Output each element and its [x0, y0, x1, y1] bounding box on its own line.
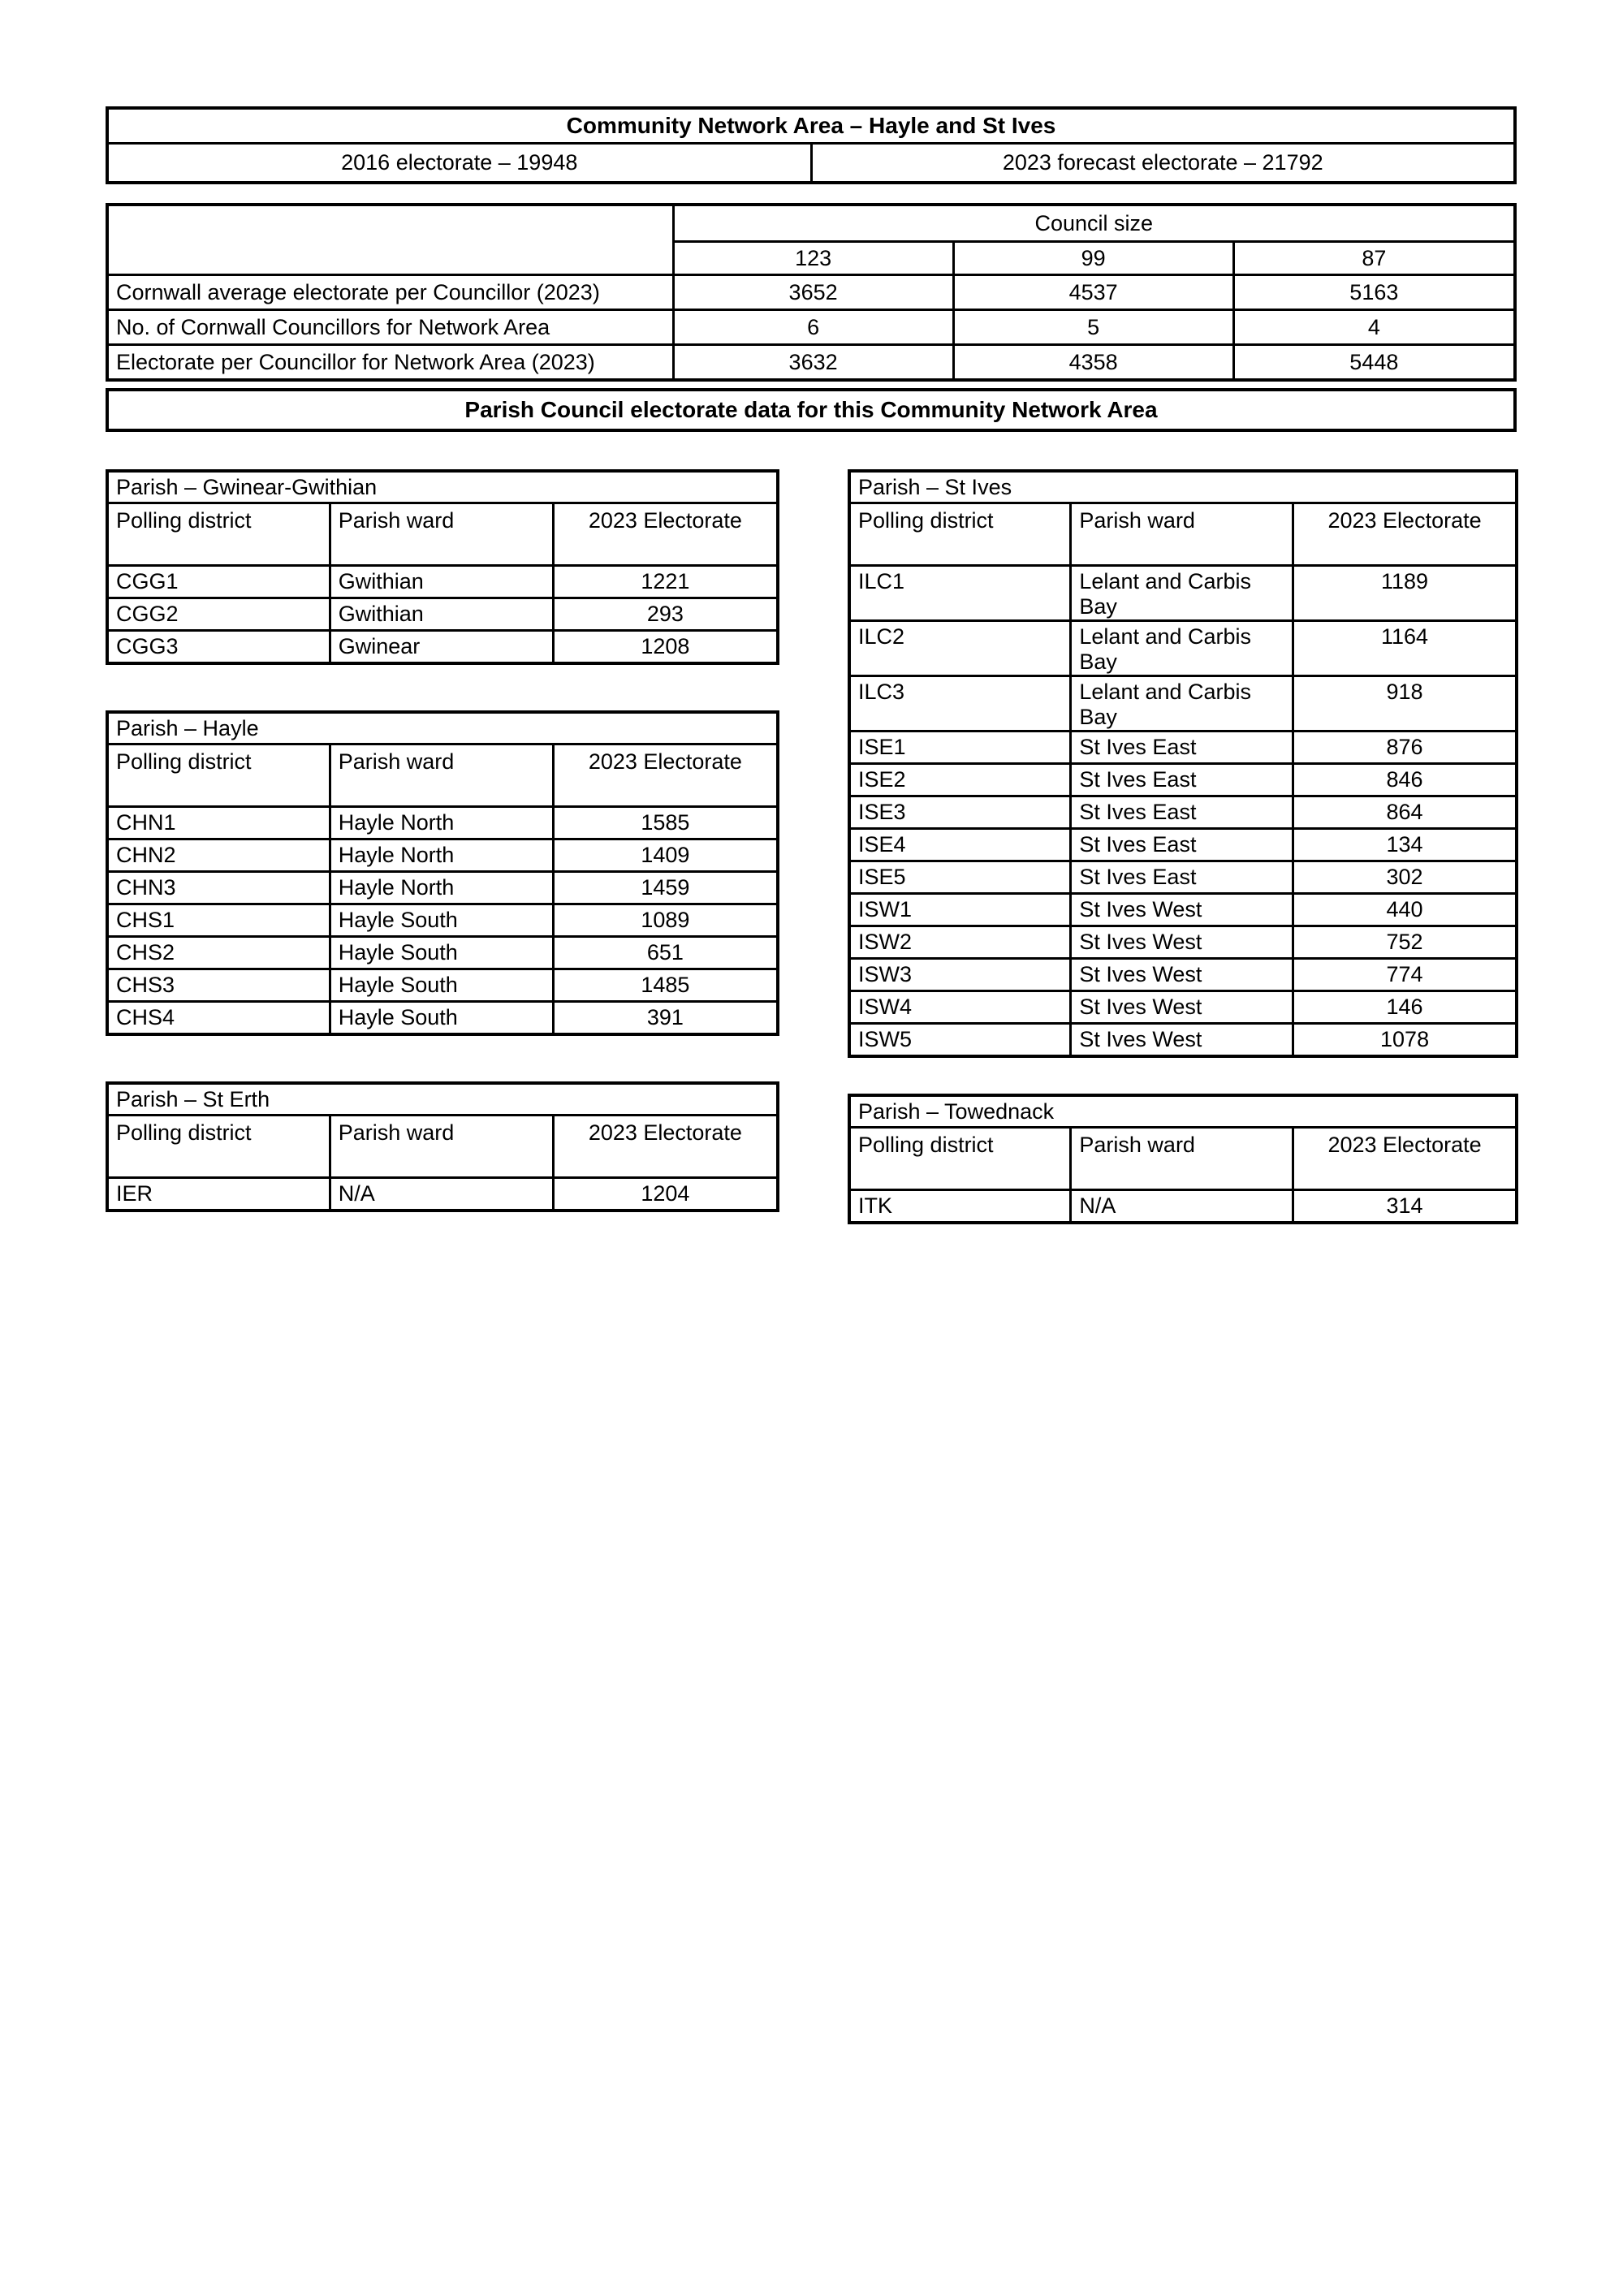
council-size-header-cell: Council size [673, 205, 1515, 242]
polling-district-cell: ITK [849, 1190, 1071, 1224]
table-row [107, 108, 1515, 144]
table-row [107, 712, 778, 744]
electorate-cell: 1078 [1293, 1024, 1517, 1057]
parish-table-towednack [848, 1094, 1518, 1224]
council-size-option-cell: 87 [1233, 242, 1515, 275]
council-size-table [106, 203, 1517, 382]
electorate-2016-cell: 2016 electorate – 19948 [107, 144, 811, 183]
polling-district-cell: ILC2 [849, 621, 1071, 676]
electorate-cell: 846 [1293, 764, 1517, 796]
table-row [849, 676, 1517, 732]
electorate-cell: 293 [553, 598, 778, 631]
electorate-cell: 302 [1293, 861, 1517, 894]
table-row [849, 471, 1517, 503]
parish-table-gwinear-gwithian [106, 469, 779, 665]
electorate-cell: 918 [1293, 676, 1517, 732]
table-header-row [849, 1128, 1517, 1190]
table-row [107, 839, 778, 872]
parish-ward-cell: St Ives East [1071, 732, 1293, 764]
parish-table-title: Parish – Gwinear-Gwithian [107, 471, 778, 503]
parish-ward-cell: Gwithian [330, 598, 553, 631]
polling-district-cell: ISW2 [849, 926, 1071, 959]
polling-district-cell: CGG2 [107, 598, 330, 631]
forecast-electorate-2023-cell: 2023 forecast electorate – 21792 [811, 144, 1515, 183]
value-cell: 6 [673, 310, 953, 345]
polling-district-cell: ISE1 [849, 732, 1071, 764]
row-label-cell: Cornwall average electorate per Councillor (2023) [107, 275, 673, 310]
parish-ward-cell: St Ives East [1071, 796, 1293, 829]
electorate-cell: 1164 [1293, 621, 1517, 676]
parish-ward-cell: Hayle North [330, 839, 553, 872]
polling-district-cell: CHS3 [107, 969, 330, 1002]
parish-ward-cell: Lelant and Carbis Bay [1071, 621, 1293, 676]
column-header-parish-ward: Parish ward [330, 744, 553, 807]
polling-district-cell: ISW5 [849, 1024, 1071, 1057]
polling-district-cell: CHS2 [107, 937, 330, 969]
electorate-cell: 752 [1293, 926, 1517, 959]
parish-data-banner [106, 388, 1517, 432]
council-size-corner-cell [107, 205, 673, 275]
polling-district-cell: ISE5 [849, 861, 1071, 894]
electorate-cell: 314 [1293, 1190, 1517, 1224]
electorate-cell: 1221 [553, 566, 778, 598]
column-header-parish-ward: Parish ward [330, 1116, 553, 1178]
parish-ward-cell: St Ives West [1071, 991, 1293, 1024]
polling-district-cell: CGG3 [107, 631, 330, 664]
electorate-cell: 1485 [553, 969, 778, 1002]
table-row [849, 829, 1517, 861]
electorate-cell: 440 [1293, 894, 1517, 926]
table-row [849, 926, 1517, 959]
parish-table-title: Parish – St Erth [107, 1083, 778, 1116]
table-row [849, 861, 1517, 894]
polling-district-cell: ISW3 [849, 959, 1071, 991]
table-header-row [849, 503, 1517, 566]
polling-district-cell: CHN2 [107, 839, 330, 872]
polling-district-cell: IER [107, 1178, 330, 1211]
polling-district-cell: CHN3 [107, 872, 330, 904]
table-row [107, 390, 1515, 430]
parish-ward-cell: Lelant and Carbis Bay [1071, 566, 1293, 621]
row-label-cell: No. of Cornwall Councillors for Network Area [107, 310, 673, 345]
parish-ward-cell: Lelant and Carbis Bay [1071, 676, 1293, 732]
polling-district-cell: ISE2 [849, 764, 1071, 796]
parish-ward-cell: St Ives East [1071, 861, 1293, 894]
electorate-cell: 146 [1293, 991, 1517, 1024]
parish-ward-cell: Gwithian [330, 566, 553, 598]
parish-ward-cell: Hayle North [330, 807, 553, 839]
polling-district-cell: ILC3 [849, 676, 1071, 732]
parish-ward-cell: N/A [1071, 1190, 1293, 1224]
table-row [107, 1002, 778, 1035]
table-row [107, 1083, 778, 1116]
electorate-cell: 391 [553, 1002, 778, 1035]
table-row [107, 631, 778, 664]
table-row [849, 959, 1517, 991]
table-row [849, 566, 1517, 621]
column-header-2023-electorate: 2023 Electorate [1293, 1128, 1517, 1190]
parish-tables-right-column [848, 469, 1518, 1224]
table-row [107, 310, 1515, 345]
table-row [107, 872, 778, 904]
parish-table-hayle [106, 710, 779, 1036]
table-row [849, 796, 1517, 829]
table-row [849, 894, 1517, 926]
parish-table-st-erth [106, 1081, 779, 1212]
parish-ward-cell: St Ives West [1071, 926, 1293, 959]
table-row [107, 1178, 778, 1211]
polling-district-cell: CHS4 [107, 1002, 330, 1035]
parish-ward-cell: St Ives East [1071, 764, 1293, 796]
polling-district-cell: CHS1 [107, 904, 330, 937]
column-header-polling-district: Polling district [107, 503, 330, 566]
table-row [849, 991, 1517, 1024]
electorate-cell: 1204 [553, 1178, 778, 1211]
parish-ward-cell: Hayle South [330, 1002, 553, 1035]
council-size-option-cell: 123 [673, 242, 953, 275]
parish-table-st-ives [848, 469, 1518, 1058]
table-row [107, 969, 778, 1002]
electorate-cell: 651 [553, 937, 778, 969]
parish-table-title: Parish – Hayle [107, 712, 778, 744]
value-cell: 5448 [1233, 345, 1515, 381]
electorate-cell: 876 [1293, 732, 1517, 764]
table-row [849, 732, 1517, 764]
polling-district-cell: ISW1 [849, 894, 1071, 926]
parish-ward-cell: Hayle North [330, 872, 553, 904]
column-header-polling-district: Polling district [107, 1116, 330, 1178]
parish-data-banner-text: Parish Council electorate data for this Community Network Area [107, 390, 1515, 430]
electorate-cell: 1585 [553, 807, 778, 839]
column-header-2023-electorate: 2023 Electorate [553, 503, 778, 566]
value-cell: 3632 [673, 345, 953, 381]
column-header-parish-ward: Parish ward [1071, 1128, 1293, 1190]
polling-district-cell: ISE4 [849, 829, 1071, 861]
electorate-cell: 1189 [1293, 566, 1517, 621]
value-cell: 5 [953, 310, 1233, 345]
parish-ward-cell: Hayle South [330, 904, 553, 937]
parish-ward-cell: St Ives West [1071, 959, 1293, 991]
table-row [107, 807, 778, 839]
polling-district-cell: CHN1 [107, 807, 330, 839]
table-header-row [107, 744, 778, 807]
table-row [107, 598, 778, 631]
table-row [107, 566, 778, 598]
parish-ward-cell: St Ives West [1071, 894, 1293, 926]
value-cell: 4 [1233, 310, 1515, 345]
polling-district-cell: ISW4 [849, 991, 1071, 1024]
parish-ward-cell: Gwinear [330, 631, 553, 664]
table-header-row [107, 503, 778, 566]
table-row [107, 205, 1515, 242]
table-row [107, 904, 778, 937]
value-cell: 4358 [953, 345, 1233, 381]
polling-district-cell: ISE3 [849, 796, 1071, 829]
electorate-cell: 774 [1293, 959, 1517, 991]
parish-ward-cell: N/A [330, 1178, 553, 1211]
value-cell: 4537 [953, 275, 1233, 310]
polling-district-cell: CGG1 [107, 566, 330, 598]
community-network-area-title: Community Network Area – Hayle and St Ives [107, 108, 1515, 144]
table-row [107, 345, 1515, 381]
electorate-cell: 1459 [553, 872, 778, 904]
table-header-row [107, 1116, 778, 1178]
table-row [849, 1024, 1517, 1057]
table-row [107, 144, 1515, 183]
column-header-polling-district: Polling district [849, 1128, 1071, 1190]
electorate-cell: 134 [1293, 829, 1517, 861]
parish-ward-cell: St Ives West [1071, 1024, 1293, 1057]
parish-table-title: Parish – Towednack [849, 1095, 1517, 1128]
column-header-parish-ward: Parish ward [1071, 503, 1293, 566]
council-size-option-cell: 99 [953, 242, 1233, 275]
table-row [849, 1095, 1517, 1128]
parish-ward-cell: St Ives East [1071, 829, 1293, 861]
electorate-cell: 1208 [553, 631, 778, 664]
table-row [107, 471, 778, 503]
table-row [849, 621, 1517, 676]
table-row [849, 1190, 1517, 1224]
column-header-2023-electorate: 2023 Electorate [553, 1116, 778, 1178]
parish-tables-left-column [106, 469, 779, 1212]
column-header-2023-electorate: 2023 Electorate [1293, 503, 1517, 566]
table-row [849, 764, 1517, 796]
column-header-polling-district: Polling district [849, 503, 1071, 566]
value-cell: 5163 [1233, 275, 1515, 310]
table-row [107, 275, 1515, 310]
column-header-2023-electorate: 2023 Electorate [553, 744, 778, 807]
parish-ward-cell: Hayle South [330, 969, 553, 1002]
table-row [107, 937, 778, 969]
parish-ward-cell: Hayle South [330, 937, 553, 969]
electorate-cell: 1089 [553, 904, 778, 937]
polling-district-cell: ILC1 [849, 566, 1071, 621]
electorate-cell: 1409 [553, 839, 778, 872]
row-label-cell: Electorate per Councillor for Network Area (2023) [107, 345, 673, 381]
parish-table-title: Parish – St Ives [849, 471, 1517, 503]
column-header-parish-ward: Parish ward [330, 503, 553, 566]
community-network-area-table [106, 106, 1517, 184]
electorate-cell: 864 [1293, 796, 1517, 829]
column-header-polling-district: Polling district [107, 744, 330, 807]
value-cell: 3652 [673, 275, 953, 310]
